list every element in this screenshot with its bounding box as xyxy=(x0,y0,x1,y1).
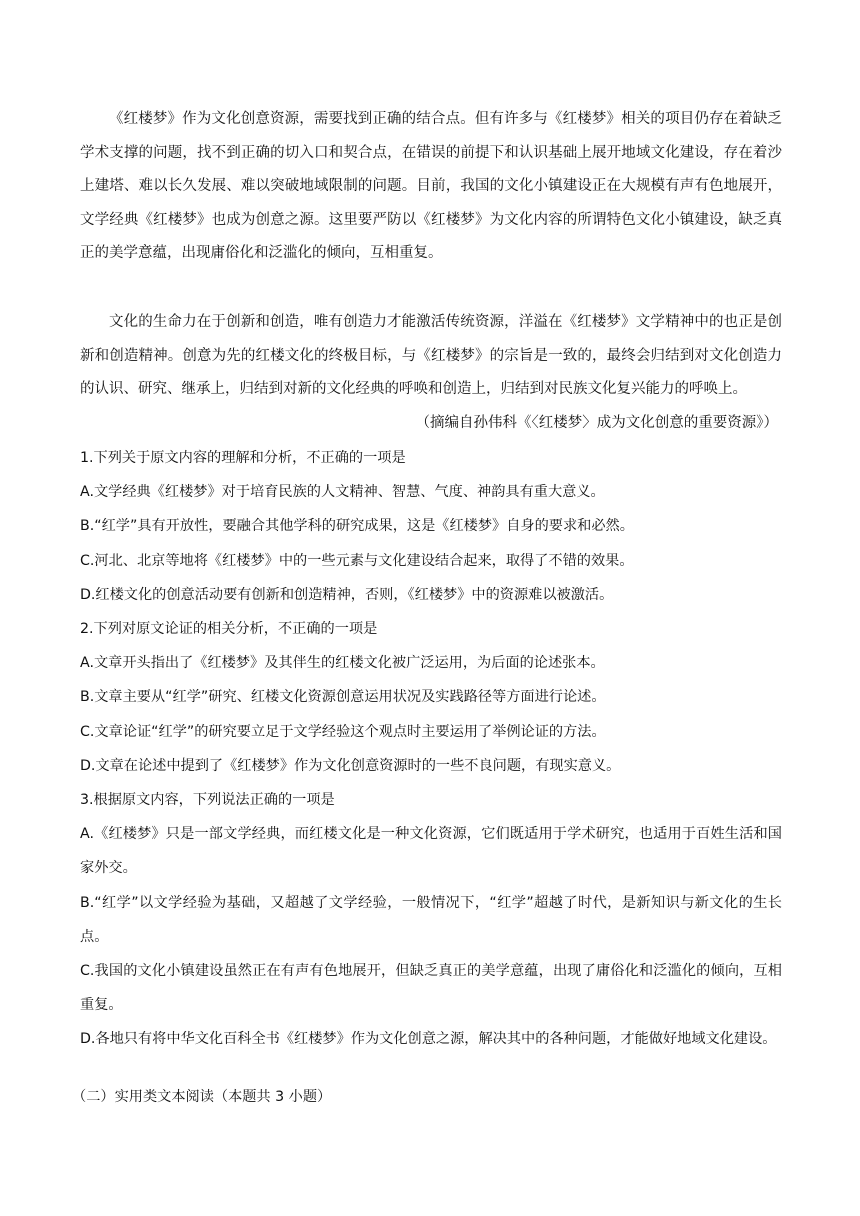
question-1-option-b: B.“红学”具有开放性，要融合其他学科的研究成果，这是《红楼梦》自身的要求和必然。 xyxy=(80,518,634,535)
question-1-stem: 1.下列关于原文内容的理解和分析，不正确的一项是 xyxy=(80,450,406,466)
question-1-option-c: C.河北、北京等地将《红楼梦》中的一些元素与文化建设结合起来，取得了不错的效果。 xyxy=(80,552,634,569)
question-3-option-d: D.各地只有将中华文化百科全书《红楼梦》作为文化创意之源，解决其中的各种问题，才能做好地域文化建设。 xyxy=(80,1031,777,1048)
question-3-option-b: B.“红学”以文学经验为基础，又超越了文学经验，一般情况下，“红学”超越了时代，是新知识与新文化的生长点。 xyxy=(80,894,782,945)
question-2-stem: 2.下列对原文论证的相关分析，不正确的一项是 xyxy=(80,621,378,638)
passage-paragraph-1: 《红楼梦》作为文化创意资源，需要找到正确的结合点。但有许多与《红楼梦》相关的项目仍存在着缺乏学术支撑的问题，找不到正确的切入口和契合点，在错误的前提下和认识基础上展开地域文化建设，存在着沙上建塔、难以长久发展、难以突破地域限制的问题。目前，我国的文化小镇建设正在大规模有声有色地展开，文学经典《红楼梦》也成为创意之源。这里要严防以《红楼梦》为文化内容的所谓特色文化小镇建设，缺乏真正的美学意蕴，出现庸俗化和泛滥化的倾向，互相重复。 xyxy=(80,111,782,262)
question-2-option-b: B.文章主要从“红学”研究、红楼文化资源创意运用状况及实践路径等方面进行论述。 xyxy=(80,689,606,706)
passage-paragraph-2: 文化的生命力在于创新和创造，唯有创造力才能激活传统资源，洋溢在《红楼梦》文学精神中的也正是创新和创造精神。创意为先的红楼文化的终极目标，与《红楼梦》的宗旨是一致的，最终会归结到对文化创造力的认识、研究、继承上，归结到对新的文化经典的呼唤和创造上，归结到对民族文化复兴能力的呼唤上。 xyxy=(80,314,782,398)
question-2-option-d: D.文章在论述中提到了《红楼梦》作为文化创意资源时的一些不良问题，有现实意义。 xyxy=(80,757,621,774)
question-1 xyxy=(80,441,782,612)
question-list xyxy=(80,441,782,1057)
question-1-option-a: A.文学经典《红楼梦》对于培育民族的人文精神、智慧、气度、神韵具有重大意义。 xyxy=(80,484,605,501)
question-1-option-d: D.红楼文化的创意活动要有创新和创造精神，否则，《红楼梦》中的资源难以被激活。 xyxy=(80,586,614,603)
question-2-option-a: A.文章开头指出了《红楼梦》及其伴生的红楼文化被广泛运用，为后面的论述张本。 xyxy=(80,655,605,672)
passage-source-citation: （摘编自孙伟科《〈红楼梦〉成为文化创意的重要资源》） xyxy=(415,415,778,431)
question-2-option-c: C.文章论证“红学”的研究要立足于文学经验这个观点时主要运用了举例论证的方法。 xyxy=(80,723,606,740)
question-3-stem: 3.根据原文内容，下列说法正确的一项是 xyxy=(80,792,335,809)
question-2 xyxy=(80,612,782,783)
question-3-option-a: A.《红楼梦》只是一部文学经典，而红楼文化是一种文化资源，它们既适用于学术研究，也适用于百姓生活和国家外交。 xyxy=(80,826,782,877)
question-3 xyxy=(80,783,782,1057)
question-3-option-c: C.我国的文化小镇建设虽然正在有声有色地展开，但缺乏真正的美学意蕴，出现了庸俗化和泛滥化的倾向，互相重复。 xyxy=(80,963,782,1014)
section-heading-practical-text: （二）实用类文本阅读（本题共 3 小题） xyxy=(72,1089,332,1105)
